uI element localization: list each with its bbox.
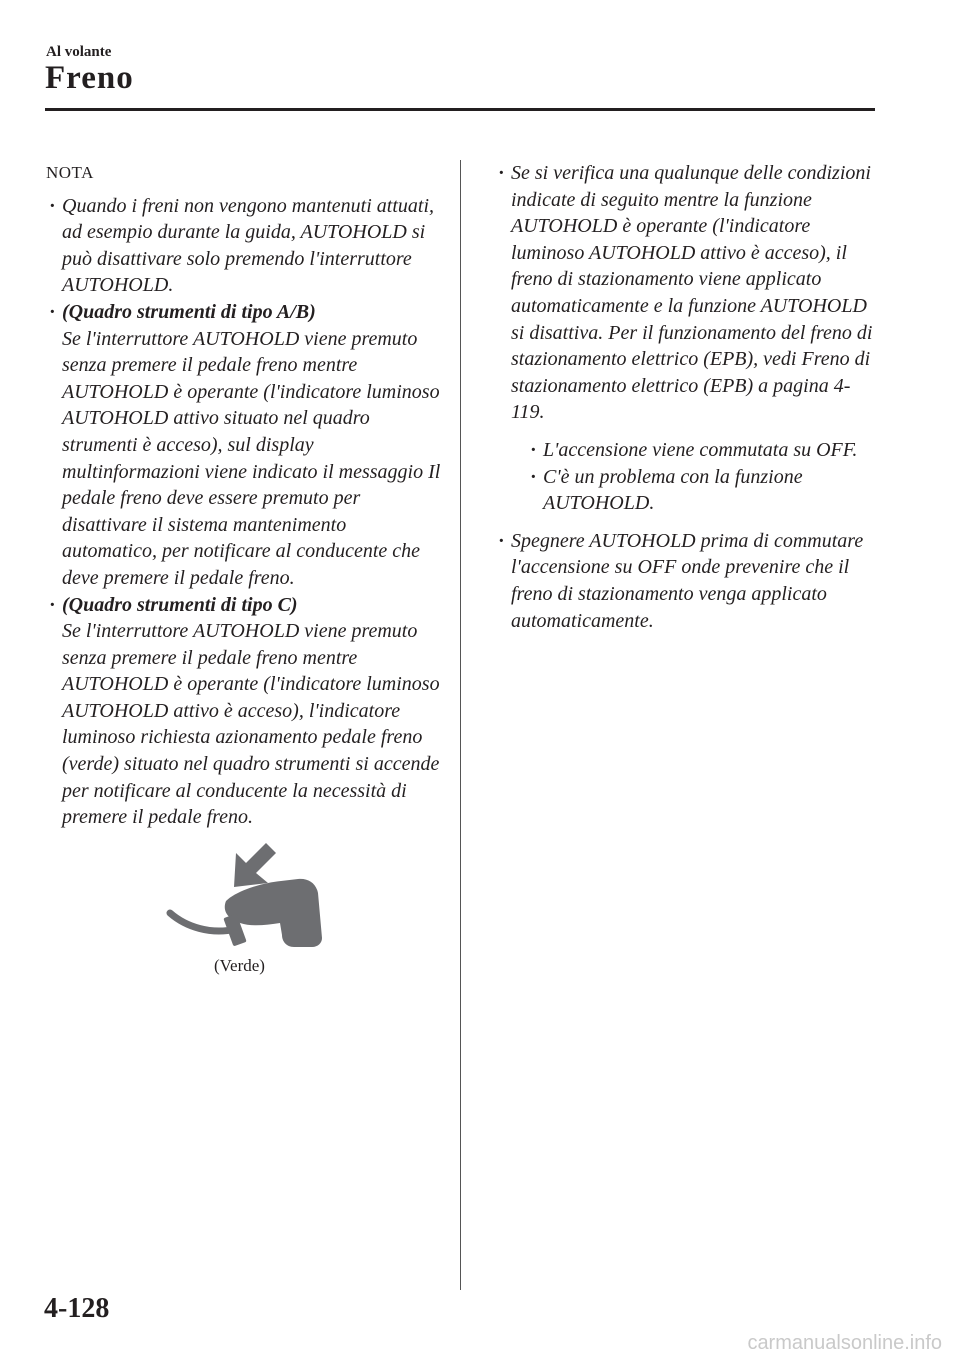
brake-pedal-figure — [166, 843, 346, 983]
item-text: Quando i freni non vengono mantenuti attuati, ad esempio durante la guida, AUTOHOLD si può disattivare solo premendo l'interruttore AUTOHOLD. — [62, 194, 435, 297]
item-text: Se l'interruttore AUTOHOLD viene premuto senza premere il pedale freno mentre AUTOHOLD è operante (l'indicatore luminoso AUTOHOLD attivo è acceso), l'indicatore luminoso richiesta azionamento pedale freno (verde) situato nel quadro strumenti si accende per notificare al conducente la necessità di premere il pedale freno. — [62, 620, 440, 829]
bullet-icon: · — [49, 194, 56, 217]
bullet-icon: · — [49, 300, 56, 323]
list-item — [46, 299, 446, 592]
item-heading: (Quadro strumenti di tipo A/B) — [62, 300, 316, 323]
title-rule — [45, 108, 875, 111]
left-column — [46, 160, 446, 983]
section-label: Al volante — [46, 44, 112, 60]
sub-item-text: L'accensione viene commutata su OFF. — [543, 438, 858, 461]
item-text: Spegnere AUTOHOLD prima di commutare l'accensione su OFF onde prevenire che il freno di stazionamento venga applicato automaticamente. — [511, 529, 864, 632]
list-item — [46, 592, 446, 831]
bullet-icon: · — [49, 593, 56, 616]
figure-caption: (Verde) — [214, 955, 265, 975]
bullet-icon: · — [530, 438, 537, 461]
item-text: Se si verifica una qualunque delle condizioni indicate di seguito mentre la funzione AUTOHOLD è operante (l'indicatore luminoso AUTOHOLD attivo è acceso), il freno di stazionamento viene applicato automaticamente e la funzione AUTOHOLD si disattiva. Per il funzionamento del freno di stazionamento elettrico (EPB), vedi Freno di stazionamento elettrico (EPB) a pagina 4-119. — [511, 162, 873, 424]
page-number: 4-128 — [44, 1293, 110, 1324]
item-heading: (Quadro strumenti di tipo C) — [62, 593, 298, 616]
sub-item-text: C'è un problema con la funzione AUTOHOLD. — [543, 465, 803, 515]
right-column — [495, 160, 875, 634]
list-item — [495, 160, 875, 517]
brake-pedal-request-icon — [166, 843, 346, 953]
list-item — [46, 193, 446, 299]
sub-list-item — [527, 437, 875, 464]
sub-list-item — [527, 464, 875, 517]
watermark: carmanualsonline.info — [747, 1332, 942, 1354]
bullet-icon: · — [530, 465, 537, 488]
page-title: Freno — [45, 60, 134, 96]
item-text: Se l'interruttore AUTOHOLD viene premuto senza premere il pedale freno mentre AUTOHOLD è operante (l'indicatore luminoso AUTOHOLD attivo situato nel quadro strumenti è acceso), sul display multinformazioni viene indicato il messaggio Il pedale freno deve essere premuto per disattivare il sistema mantenimento automatico, per notificare al conducente che deve premere il pedale freno. — [62, 327, 441, 589]
column-divider — [460, 160, 461, 1290]
list-item — [495, 528, 875, 634]
bullet-icon: · — [498, 162, 505, 184]
bullet-icon: · — [498, 529, 505, 552]
nota-label: NOTA — [46, 163, 94, 182]
